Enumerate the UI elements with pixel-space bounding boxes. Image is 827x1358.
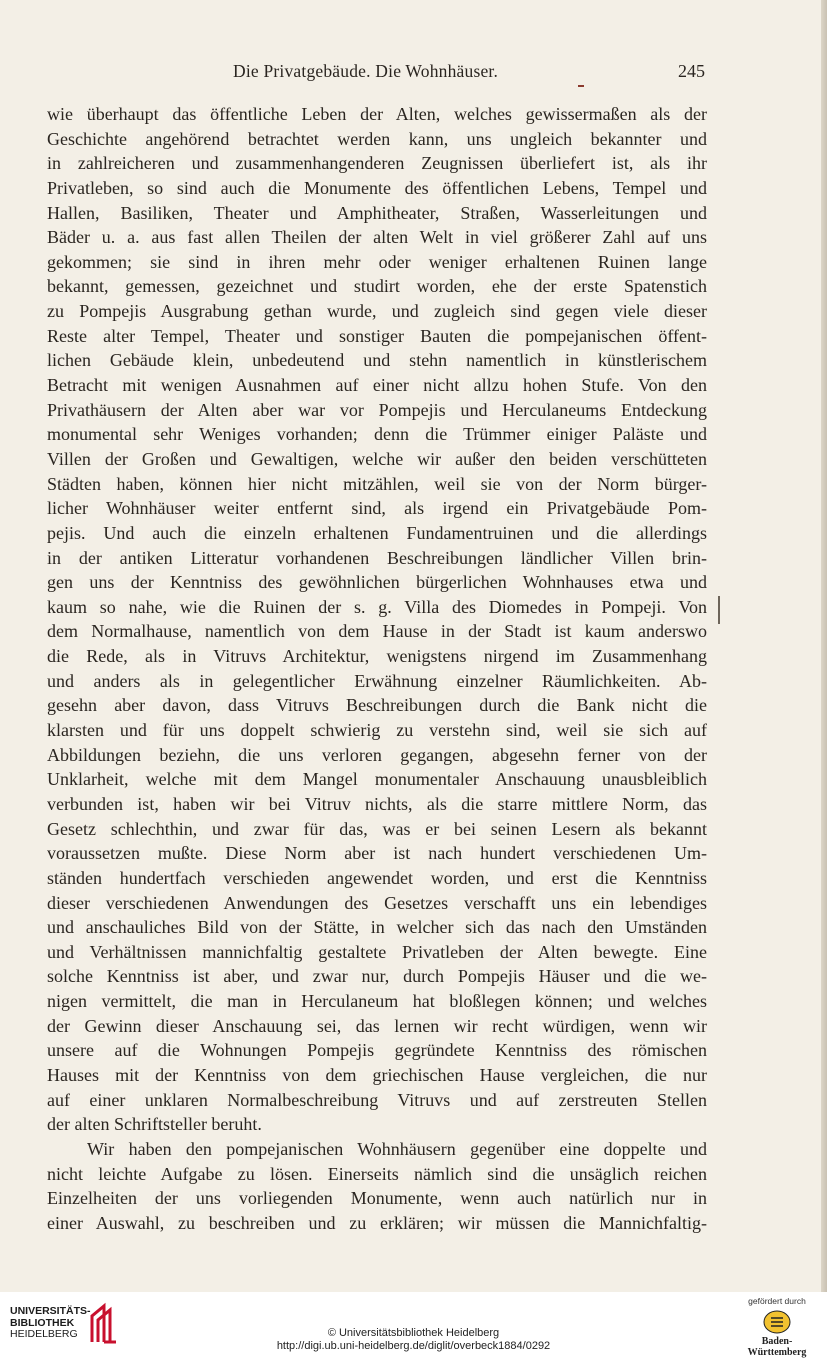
text-line: Villen der Großen und Gewaltigen, welche wir außer den beiden verschütteten	[47, 448, 707, 469]
margin-mark	[718, 596, 720, 624]
text-line: zu Pompejis Ausgrabung gethan wurde, und zugleich sind gegen viele dieser	[47, 301, 707, 322]
text-line: klarsten und für uns doppelt schwierig zu verstehn sind, weil sie sich auf	[47, 720, 707, 741]
ink-mark	[578, 85, 584, 87]
text-line: Bäder u. a. aus fast allen Theilen der alten Welt in viel größerer Zahl auf uns	[47, 227, 707, 248]
text-line: gekommen; sie sind in ihren mehr oder weniger erhaltenen Ruinen lange	[47, 251, 707, 272]
body-text	[47, 102, 707, 1235]
text-line: Reste alter Tempel, Theater und sonstiger Bauten die pompejanischen öffent-	[47, 325, 707, 346]
text-line: lichen Gebäude klein, unbedeutend und stehn namentlich in künstlerischem	[47, 350, 707, 371]
running-head	[45, 61, 705, 85]
text-line: nicht leichte Aufgabe zu lösen. Einerseits nämlich sind die unsäglich reichen	[47, 1163, 707, 1184]
text-line: licher Wohnhäuser weiter entfernt sind, als irgend ein Privatgebäude Pom-	[47, 498, 707, 519]
text-line: und anschauliches Bild von der Stätte, in welcher sich das nach den Umständen	[47, 917, 707, 938]
text-line: der alten Schriftsteller beruht.	[47, 1114, 262, 1135]
text-line: dieser verschiedenen Anwendungen des Gesetzes verschafft uns ein lebendiges	[47, 892, 707, 913]
text-line: Betracht mit wenigen Ausnahmen auf einer nicht allzu hohen Stufe. Von den	[47, 375, 707, 396]
text-line: kaum so nahe, wie die Ruinen der s. g. Villa des Diomedes in Pompeji. Von	[47, 596, 707, 617]
text-line: unsere auf die Wohnungen Pompejis gegründete Kenntniss des römischen	[47, 1040, 707, 1061]
sponsor-block	[737, 1296, 817, 1358]
text-line: monumental sehr Weniges vorhanden; denn die Trümmer einiger Paläste und	[47, 424, 707, 445]
text-line: Hauses mit der Kenntniss von dem griechischen Hause vergleichen, die nur	[47, 1064, 707, 1085]
text-line: Hallen, Basiliken, Theater und Amphitheater, Straßen, Wasserleitungen und	[47, 202, 707, 223]
state-crest-icon	[762, 1309, 792, 1335]
text-line: Gesetz schlechthin, und zwar für das, was er bei seinen Lesern als bekannt	[47, 818, 707, 839]
text-line: dem Normalhause, namentlich von dem Hause in der Stadt ist kaum anderswo	[47, 621, 707, 642]
text-line: gesehn aber davon, dass Vitruvs Beschreibungen durch die Bank nicht die	[47, 695, 707, 716]
text-line: nigen vermittelt, die man in Herculaneum hat bloßlegen können; und welches	[47, 991, 707, 1012]
text-line: wie überhaupt das öffentliche Leben der Alten, welches gewissermaßen als der	[47, 104, 707, 124]
text-line: Abbildungen beziehn, die uns verloren gegangen, abgesehn ferner von der	[47, 744, 707, 765]
text-line: Einzelheiten der uns vorliegenden Monumente, wenn auch natürlich nur in	[47, 1188, 707, 1209]
running-title: Die Privatgebäude. Die Wohnhäuser.	[233, 61, 499, 81]
sponsor-name: Baden-Württemberg	[747, 1336, 807, 1358]
text-line: in zahlreicheren und zusammenhangenderen Zeugnissen überliefert ist, als ihr	[47, 153, 707, 174]
sponsor-label: gefördert durch	[748, 1296, 806, 1306]
text-line: Privatleben, so sind auch die Monumente des öffentlichen Lebens, Tempel und	[47, 177, 707, 198]
text-line: Wir haben den pompejanischen Wohnhäusern gegenüber eine doppelte und	[87, 1138, 707, 1159]
text-line: bekannt, gemessen, gezeichnet und studirt worden, ehe der erste Spatenstich	[47, 276, 707, 297]
library-line-2: BIBLIOTHEK	[10, 1316, 75, 1329]
text-line: ständen hundertfach verschieden angewendet worden, und erst die Kenntniss	[47, 867, 707, 888]
text-line: einer Auswahl, zu beschreiben und zu erklären; wir müssen die Mannichfaltig-	[47, 1212, 707, 1233]
text-line: und Verhältnissen mannichfaltig gestaltete Privatleben der Alten bewegte. Eine	[47, 941, 707, 962]
text-line: und anders als in gelegentlicher Erwähnung einzelner Räumlichkeiten. Ab-	[47, 670, 707, 691]
text-line: in der antiken Litteratur vorhandenen Beschreibungen ländlicher Villen brin-	[47, 547, 707, 568]
library-line-3: HEIDELBERG	[10, 1328, 78, 1340]
library-line-1: UNIVERSITÄTS-	[10, 1305, 91, 1317]
text-line: verbunden ist, haben wir bei Vitruv nichts, als die starre mittlere Norm, das	[47, 793, 707, 814]
text-line: Geschichte angehörend betrachtet werden kann, uns ungleich bekannter und	[47, 128, 707, 149]
text-line: auf einer unklaren Normalbeschreibung Vitruvs und auf zerstreuten Stellen	[47, 1089, 707, 1110]
text-line: pejis. Und auch die einzeln erhaltenen Fundamentruinen und die allerdings	[47, 522, 707, 543]
page-edge-shadow	[821, 0, 827, 1292]
text-line: solche Kenntniss ist aber, und zwar nur, durch Pompejis Häuser und die we-	[47, 966, 707, 987]
text-line: Unklarheit, welche mit dem Mangel monumentaler Anschauung unausbleiblich	[47, 769, 707, 790]
permalink[interactable]: http://digi.ub.uni-heidelberg.de/diglit/overbeck1884/0292	[276, 1340, 551, 1352]
text-line: Städten haben, können hier nicht mitzählen, weil sie von der Norm bürger-	[47, 473, 707, 494]
copyright-notice: © Universitätsbibliothek Heidelberg	[327, 1327, 500, 1339]
viewer-footer	[0, 1292, 827, 1358]
text-line: der Gewinn dieser Anschauung sei, das lernen wir recht würdigen, wenn wir	[47, 1015, 707, 1036]
text-line: voraussetzen mußte. Diese Norm aber ist nach hundert verschiedenen Um-	[47, 843, 707, 864]
text-line: Privathäusern der Alten aber war vor Pompejis und Herculaneums Entdeckung	[47, 399, 707, 420]
text-line: die Rede, als in Vitruvs Architektur, wenigstens nirgend im Zusammenhang	[47, 646, 707, 667]
page-number: 245	[678, 61, 705, 81]
text-line: gen uns der Kenntniss des gewöhnlichen bürgerlichen Wohnhauses etwa und	[47, 572, 707, 593]
